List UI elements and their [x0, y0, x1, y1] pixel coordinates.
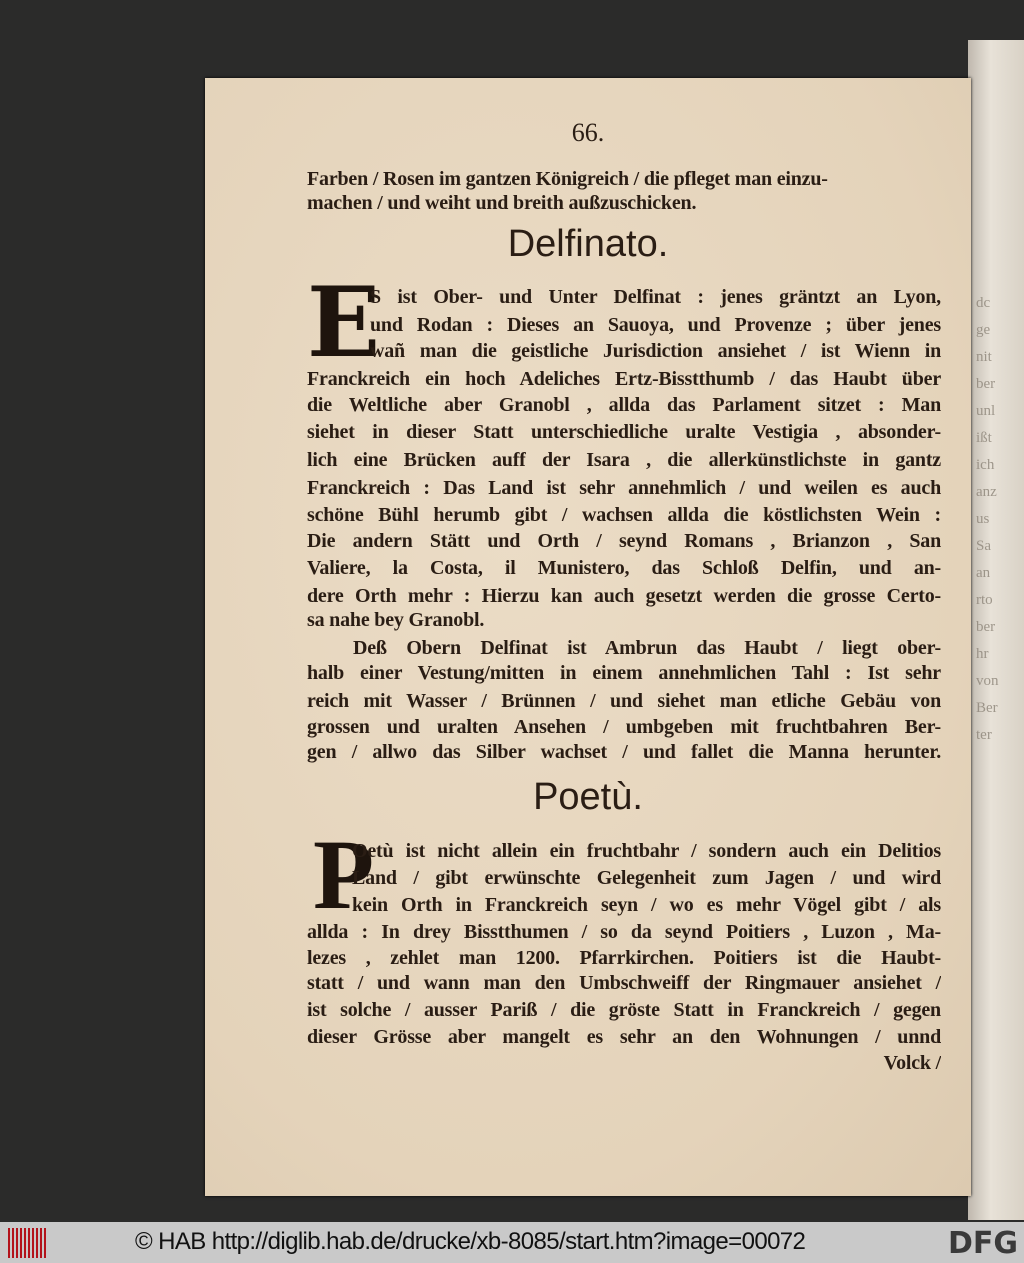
text-line: allda : In drey Bisstthumen / so da seynd Poitiers , Luzon , Ma- [307, 921, 941, 943]
page-number: 66. [571, 118, 605, 147]
text-line: Deß Obern Delfinat ist Ambrun das Haubt / liegt ober- [353, 637, 941, 659]
text-line: lich eine Brücken auff der Isara , die allerkünstlichste in gantz [307, 449, 941, 471]
text-line: kein Orth in Franckreich seyn / wo es mehr Vögel gibt / als [352, 894, 941, 916]
text-line: wañ man die geistliche Jurisdiction ansiehet / ist Wienn in [370, 340, 941, 362]
next-page-text-fragment: rto [976, 592, 993, 608]
text-line: dere Orth mehr : Hierzu kan auch gesetzt werden die grosse Certo- [307, 585, 941, 607]
next-page-text-fragment: ißt [976, 430, 992, 446]
text-line: machen / und weiht und breith außzuschicken. [307, 192, 697, 214]
footer-bar [0, 1222, 1024, 1263]
section-heading-delfinato: Delfinato. [507, 223, 669, 265]
dfg-logo: DFG [947, 1226, 1018, 1261]
next-page-text-fragment: dc [976, 295, 991, 311]
next-page-text-fragment: ter [976, 727, 992, 743]
text-line: statt / und wann man den Umbschweiff der Ringmauer ansiehet / [307, 972, 941, 994]
next-page-text-fragment: anz [976, 484, 997, 500]
text-line: siehet in dieser Statt unterschiedliche uralte Vestigia , absonder- [307, 421, 941, 443]
text-line: halb einer Vestung/mitten in einem annehmlichen Tahl : Ist sehr [307, 662, 941, 684]
next-page-text-fragment: ge [976, 322, 991, 338]
book-page [205, 78, 971, 1196]
text-line: Franckreich : Das Land ist sehr annehmlich / und weilen es auch [307, 477, 941, 499]
section-heading-poetu: Poetù. [533, 776, 643, 818]
text-line: sa nahe bey Granobl. [307, 609, 485, 631]
text-line: ist solche / ausser Pariß / die gröste Statt in Franckreich / gegen [307, 999, 941, 1021]
drop-cap-p: P [313, 819, 375, 930]
copyright-url[interactable]: © HAB http://diglib.hab.de/drucke/xb-8085/start.htm?image=00072 [135, 1228, 806, 1255]
next-page-text-fragment: us [976, 511, 990, 527]
next-page-text-fragment: ber [976, 619, 996, 635]
text-line: Oetù ist nicht allein ein fruchtbahr / sondern auch ein Delitios [352, 840, 941, 862]
next-page-text-fragment: nit [976, 349, 992, 365]
text-line: Volck / [883, 1052, 941, 1074]
text-line: Land / gibt erwünschte Gelegenheit zum Jagen / und wird [352, 867, 941, 889]
text-line: schöne Bühl herumb gibt / wachsen allda die köstlichsten Wein : [307, 504, 941, 526]
text-line: Franckreich ein hoch Adeliches Ertz-Bisstthumb / das Haubt über [307, 368, 941, 390]
text-line: gen / allwo das Silber wachset / und fallet die Manna herunter. [307, 741, 941, 763]
text-line: Farben / Rosen im gantzen Königreich / die pfleget man einzu- [307, 168, 828, 190]
next-page-text-fragment: hr [976, 646, 989, 662]
text-line: Die andern Stätt und Orth / seynd Romans , Brianzon , San [307, 530, 941, 552]
text-line: Valiere, la Costa, il Munistero, das Schloß Delfin, und an- [307, 557, 941, 579]
text-line: grossen und uralten Ansehen / umbgeben mit fruchtbahren Ber- [307, 716, 941, 738]
text-line: reich mit Wasser / Brünnen / und siehet man etliche Gebäu von [307, 690, 941, 712]
text-line: lezes , zehlet man 1200. Pfarrkirchen. Poitiers ist die Haubt- [307, 947, 941, 969]
next-page-text-fragment: ber [976, 376, 996, 392]
next-page-edge [968, 40, 1024, 1220]
next-page-text-fragment: Sa [976, 538, 991, 554]
hab-logo-icon [8, 1228, 46, 1258]
text-line: die Weltliche aber Granobl , allda das Parlament sitzet : Man [307, 394, 941, 416]
text-line: und Rodan : Dieses an Sauoya, und Provenze ; über jenes [370, 314, 941, 336]
drop-cap-e: E [307, 266, 381, 379]
text-line: dieser Grösse aber mangelt es sehr an den Wohnungen / unnd [307, 1026, 941, 1048]
next-page-text-fragment: unl [976, 403, 996, 419]
text-line: S ist Ober- und Unter Delfinat : jenes gräntzt an Lyon, [370, 286, 941, 308]
next-page-text-fragment: ich [976, 457, 995, 473]
next-page-text-fragment: von [976, 673, 999, 689]
next-page-text-fragment: Ber [976, 700, 998, 716]
next-page-text-fragment: an [976, 565, 991, 581]
